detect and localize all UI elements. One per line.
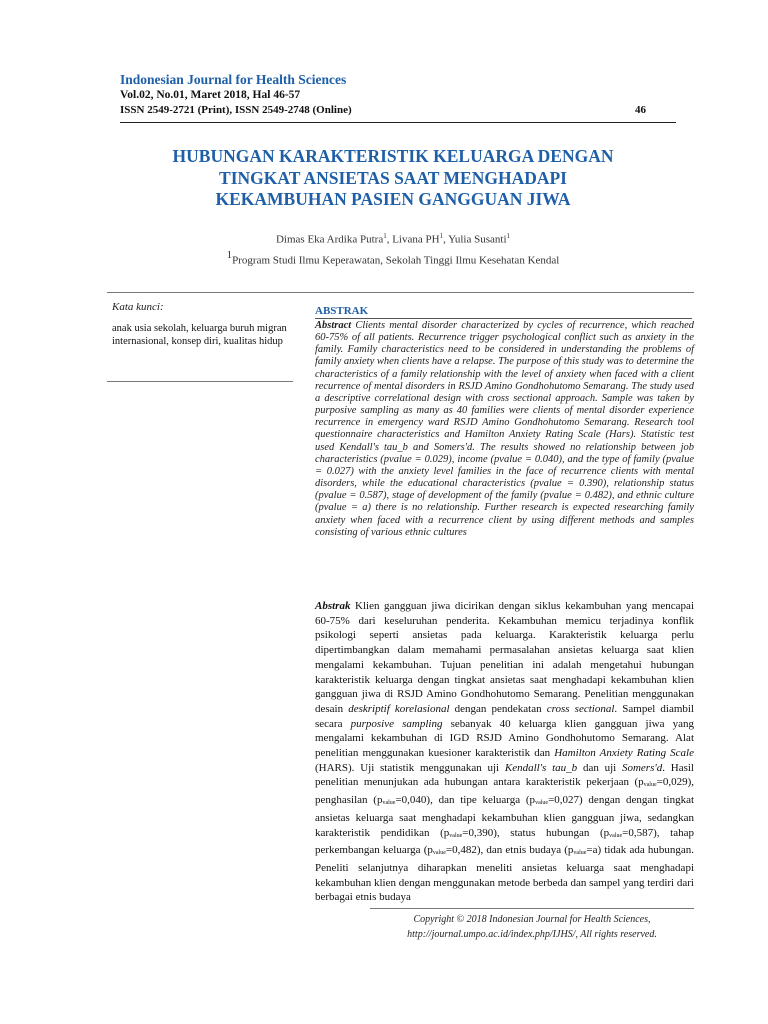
pvalue-subscript: value	[432, 850, 446, 857]
title-line-1: HUBUNGAN KARAKTERISTIK KELUARGA DENGAN	[172, 146, 614, 166]
abstract-english	[315, 320, 694, 539]
author-name: Dimas Eka Ardika Putra	[275, 233, 384, 246]
keywords-label: Kata kunci:	[112, 301, 164, 313]
abstract-id-text: (HARS). Uji statistik menggunakan uji	[315, 761, 505, 774]
abstract-id-term: cross sectional	[546, 702, 615, 715]
abstract-id-text: dan uji	[577, 761, 622, 774]
header-divider	[120, 122, 676, 123]
author-affil-mark: 1	[506, 232, 511, 240]
abstract-en-body: Clients mental disorder characterized by cycles of recurrence, which reached 60-75% of all patients. Recurrence trigger psychological conflict such as anxiety in the family. Family characteristics need to be considered in understanding the problems of family anxiety when clients have a relapse. The purpose of this study was to determine the characteristics of a family relationship with the level of anxiety when faced with a client recurrence of mental disorders in RSJD Amino Gondhohutomo Semarang. The study used a descriptive correlational design with cross sectional approach. Sample was taken by purposive sampling as many as 40 families were clients of mental disorder experience recurrence in emergency ward RSJD Amino Gondhohutomo Semarang. Research tool questionnaire characteristics and Hamilton Anxiety Rating Scale (Hars). Statistic test used Kendall's tau_b and Somers'd. The results showed no relationship between job characteristics (pvalue = 0.029), income (pvalue = 0.040), and the type of family (pvalue = 0.027) with the anxiety level families in the face of recurrence clients with mental disorders, while the educational characteristics (pvalue = 0.390), relationship status (pvalue = 0.587), stage of development of the family (pvalue = 0.482), and ethnic culture (pvalue = a) there is no relationship. Further research is expected researching family anxiety when faced with a recurrence client by using different methods and samples consisting of various ethnic cultures	[315, 320, 694, 538]
abstract-id-text: sebanyak 40 keluarga klien gangguan jiwa yang mengalami kekambuhan di IGD RSJD Amino Gondhohutomo Semarang. Alat penelitian menggunakan kuesioner karakteristik dan	[315, 717, 694, 760]
journal-name: Indonesian Journal for Health Sciences	[120, 72, 347, 87]
author-affil-mark: 1	[383, 232, 387, 240]
abstract-id-text: =a) tidak ada hubungan. Peneliti selanjutnya diharapkan meneliti ansietas keluarga saat menghadapi kekambuhan klien dengan menggunakan metode berbeda dan sampel yang terdiri dari berbagai etnis budaya	[315, 844, 695, 904]
author-list: Dimas Eka Ardika Putra$^1$, Livana $PH^1$, Yulia Susanti$^1$	[275, 232, 511, 246]
affiliation-text: Program Studi Ilmu Keperawatan, Sekolah Tinggi Ilmu Kesehatan Kendal	[232, 254, 560, 267]
abstract-id-text: =0,040), dan tipe keluarga (p	[395, 794, 536, 807]
volume-info: Vol.02, No.01, Maret 2018, Hal 46-57	[120, 89, 301, 101]
copyright-notice: Copyright © 2018 Indonesian Journal for Health Sciences,	[413, 914, 651, 925]
pvalue-subscript: value	[643, 782, 657, 789]
abstract-id-text: =0,587), tahap perkembangan keluarga (p	[315, 826, 694, 857]
keywords-divider	[107, 381, 293, 382]
author-name: Yulia Susanti	[448, 233, 507, 246]
abstract-id-text: dengan pendekatan	[449, 702, 547, 715]
pvalue-subscript: value	[535, 800, 549, 807]
title-line-3: KEKAMBUHAN PASIEN GANGGUAN JIWA	[215, 189, 571, 209]
section-divider	[107, 292, 694, 293]
pvalue-subscript: value	[449, 832, 463, 839]
author-name: Livana PH	[392, 233, 440, 246]
pvalue-subscript: value	[573, 850, 587, 857]
abstract-id-text: =0,027) dengan dengan tingkat ansietas keluarga saat menghadapi kekambuhan klien gangguan jiwa, sedangkan karakteristik pendidikan (p	[315, 794, 695, 839]
abstract-id-text: Klien gangguan jiwa dicirikan dengan siklus kekambuhan yang mencapai 60-75% dari keseluruhan penderita. Kekambuhan memicu terjadinya konflik psikologi seperti ansietas pada keluarga. Karakteristik keluarga perlu dipertimbangkan dalam memahami permasalahan ansietas keluarga saat klien mengalami kekambuhan. Tujuan penelitian ini adalah mengetahui hubungan karakteristik keluarga dengan tingkat ansietas saat menghadapi kekambuhan klien gangguan jiwa di RSJD Amino Gondhohutomo Semarang. Penelitian menggunakan desain	[315, 600, 694, 715]
abstract-heading: ABSTRAK	[315, 305, 369, 317]
abstract-heading-rule	[315, 318, 692, 319]
abstract-id-term: Kendall's tau_b	[504, 761, 578, 774]
author-affil-mark: 1	[439, 232, 444, 240]
page-number: 46	[635, 104, 646, 116]
abstract-id-term: Somers'd	[621, 761, 663, 774]
abstract-id-term: deskriptif korelasional	[348, 702, 450, 715]
abstract-id-term: purposive sampling	[350, 717, 443, 730]
abstract-id-text: =0,029), penghasilan (p	[315, 776, 694, 807]
abstract-id-text: . Sampel diambil secara	[315, 702, 694, 730]
abstract-id-lead: Abstrak	[315, 600, 351, 612]
paper-title	[120, 146, 666, 211]
affiliation-mark: 1	[226, 249, 233, 261]
abstract-indonesian	[315, 599, 694, 905]
abstract-id-term: Hamilton Anxiety Rating Scale	[554, 747, 694, 760]
journal-url[interactable]: http://journal.umpo.ac.id/index.php/IJHS/, All rights reserved.	[407, 929, 657, 940]
abstract-en-lead: Abstract	[315, 320, 352, 331]
abstract-id-text: =0,482), dan etnis budaya (p	[445, 844, 574, 857]
abstract-id-text: =0,390), status hubungan (p	[462, 826, 610, 839]
title-line-2: TINGKAT ANSIETAS SAAT MENGHADAPI	[219, 167, 567, 188]
footer-divider	[370, 908, 694, 909]
affiliation	[120, 250, 666, 267]
pvalue-subscript: value	[382, 800, 396, 807]
keywords-text: anak usia sekolah, keluarga buruh migran internasional, konsep diri, kualitas hidup	[112, 323, 287, 347]
pvalue-subscript: value	[609, 832, 623, 839]
abstract-id-text: . Hasil penelitian menunjukan ada hubungan antara karakteristik pekerjaan (p	[315, 761, 694, 789]
issn-info: ISSN 2549-2721 (Print), ISSN 2549-2748 (Online)	[120, 104, 352, 116]
